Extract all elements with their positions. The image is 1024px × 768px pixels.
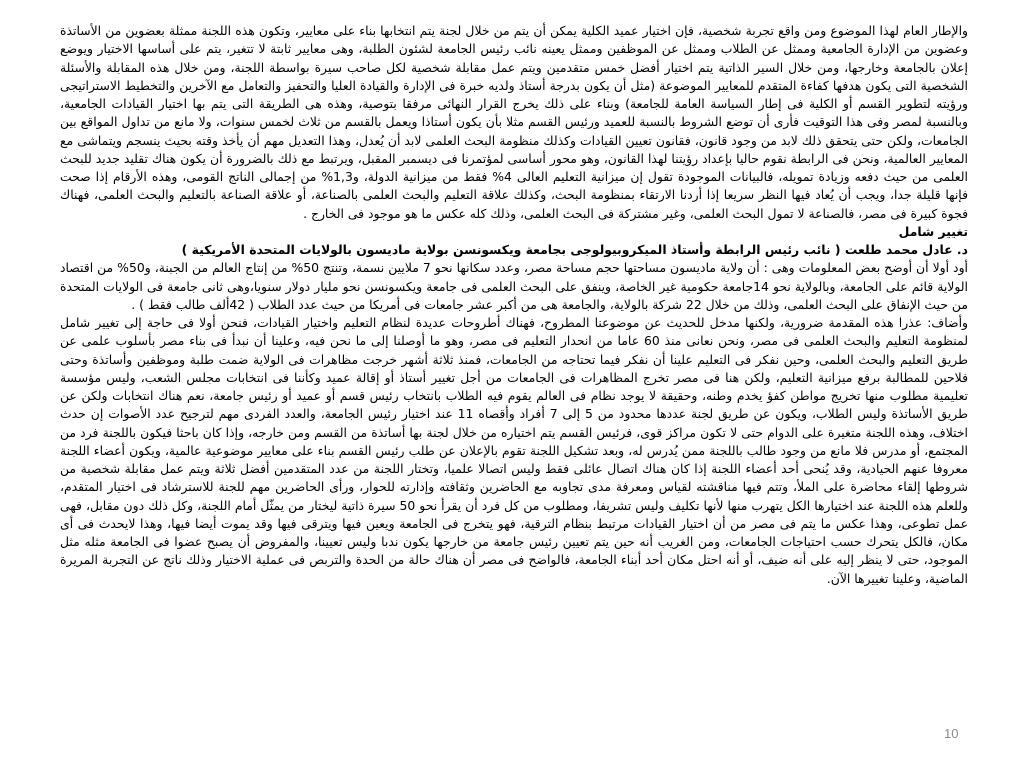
- article-body: [60, 22, 968, 588]
- paragraph-wisconsin: أود أولا أن أوضح بعض المعلومات وهى : أن ولاية ماديسون مساحتها حجم مساحة مصر، وعدد سكانها نحو 7 ملايين نسمة، وتنتج 50% من إنتاج العالم من الجبنة، و50% من اقتصاد الولاية قائم على الجامعة، وبالولاية نحو 14جامعة حكومية غير الخاصة، وينفق على البحث العلمى فى جامعة ويكسونسن نحو مليار دولار سنويا،وهى ثانى جامعة فى الولايات المتحدة من حيث الإنفاق على البحث العلمى، وذلك من خلال 22 شركة بالولاية، والجامعة هى من أكبر عشر جامعات فى أمريكا من حيث عدد الطلاب ( 42ألف طالب فقط ) .: [60, 260, 969, 312]
- page-number: 10: [944, 726, 959, 741]
- paragraph-intro: والإطار العام لهذا الموضوع ومن واقع تجربة شخصية، فإن اختيار عميد الكلية يمكن أن يتم من خلال لجنة يتم انتخابها بناء على معايير، وتكون هذه اللجنة ممثلة بعضوين من الأساتذة وعضوين من الإدارة الجامعية وممثل عن الطلاب وممثل عن الموظفين وممثل يعينه نائب رئيس الجامعة لشئون الطلبة، وهى معايير ثابتة لا تتغير، يتم على أساسها الاختيار ويوضع إعلان بالجامعة وخارجها، ومن خلال السير الذاتية يتم اختيار أفضل خمس متقدمين ويتم عمل مقابلة شخصية لكل صاحب سيرة بواسطة اللجنة، ومن خلال هذه المقابلة والأسئلة الشخصية التى يكون هدفها كفاءة المتقدم للمعايير الموضوعة (مثل أن يكون بدرجة أستاذ ولديه خبرة فى الإدارة والقيادة العليا والتحفيز والتعامل مع الآخرين والتخطيط الاستراتيجى ورؤيته لتطوير القسم أو الكلية فى إطار السياسة العامة للجامعة) وبناء على ذلك يخرج القرار النهائى مرفقا بتوصية، وهذه هى الطريقة التى يتم بها اختيار القيادات الجامعية، وبالنسبة لمصر وفى هذا التوقيت فأرى أن توضع الشروط بالنسبة للعميد ورئيس القسم مثلا بأن يكون أستاذا ويعمل بالقسم من ثلاث لخمس سنوات، ولا مانع من تداول المواقع بين الجامعات، ولكن حتى يتحقق ذلك لابد من وجود قانون، فقانون تعيين القيادات وكذلك منظومة البحث العلمى لابد أن يُعدل، وهذا التعديل مهم أن يأخذ وقته بحيث ينسجم ويتماشى مع المعايير العالمية، ونحن فى الرابطة نقوم حاليا بإعداد رؤيتنا لهذا القانون، وهو محور أساسى لمؤتمرنا فى ديسمبر المقبل، ويرتبط مع ذلك بالضرورة أن يكون هناك تقليد جديد للبحث العلمى من حيث دفعه وزيادة تمويله، فالبيانات الموجودة تقول إن ميزانية التعليم العالى 4% فقط من ميزانية الدولة، و1,3% من إجمالى الناتج القومى، وهذه الأرقام إذا صحت فإنها قليلة جدا، ويجب أن يُعاد فيها النظر سريعا إذا أردنا الارتقاء بمنظومة البحث، وكذلك علاقة التعليم والبحث العلمى بالصناعة، أو علاقة الصناعة بالتعليم والبحث العلمى، فهناك فجوة كبيرة فى مصر، فالصناعة لا تمول البحث العلمى، وغير مشتركة فى البحث العلمى، وذلك كله عكس ما هو موجود فى الخارج .: [60, 23, 968, 221]
- subheading: تغيير شامل: [898, 223, 968, 239]
- speaker-line: د. عادل محمد طلعت ( نائب رئيس الرابطة وأستاذ الميكروبيولوجى بجامعة ويكسونسن بولاية ماديسون بالولايات المتحدة الأمريكية ): [181, 242, 968, 257]
- paragraph-added: وأضاف: عذرا هذه المقدمة ضرورية، ولكنها مدخل للحديث عن موضوعنا المطروح، فهناك أطروحات عديدة لنظام التعليم واختيار القيادات، فنحن أولا فى حاجة إلى تغيير شامل لمنظومة التعليم والبحث العلمى فى مصر، ونحن نعانى منذ 60 عاما من انحدار التعليم فى مصر، وهو ما أوصلنا إلى ما نحن فيه، وعلينا أن نبدأ فى بناء مصر بأسلوب علمى عن طريق التعليم والبحث العلمى، وحين نفكر فى التعليم علينا أن نفكر فيما تحتاجه من الجامعات، فمنذ ثلاثة أشهر خرجت مظاهرات فى الولاية ضمت طلبة وموظفين وأساتذة وحتى فلاحين للمطالبة برفع ميزانية التعليم، ولكن هنا فى مصر تخرج المظاهرات فى الجامعات من أجل تغيير أستاذ أو إقالة عميد وكأننا فى انتخابات مجلس الشعب، وليس مؤسسة تعليمية مطلوب منها تخريج مواطن كفؤ يخدم وطنه، وحقيقة لا يوجد نظام فى العالم يقوم فيه الطلاب بانتخاب رئيس قسم أو عميد أو رئيس جامعة، نعم هناك انتخابات ولكن عن طريق الأساتذة وليس الطلاب، ويكون عن طريق لجنة عددها محدود من 5 إلى 7 أفراد وأقصاه 11 عند اختيار رئيس الجامعة، والعدد الفردى مهم لترجيح عدد الأصوات إن حدث اختلاف، وهذه اللجنة متغيرة على الدوام حتى لا تكون مراكز قوى، فرئيس القسم يتم اختياره من خلال لجنة بها أساتذة من القسم ومن خارجه، وإذا كان باحثا فيكون باللجنة فرد من المجتمع، أو مدرس فلا مانع من وجود طالب باللجنة ممن يُدرس له، وبعد تشكيل اللجنة تقوم بالإعلان عن طلب رئيس القسم بناء على معايير موضوعية عالمية، ويكون أعضاء اللجنة معروفا عنهم الحيادية، وقد يُنحى أحد أعضاء اللجنة إذا كان هناك اتصال عائلى فقط وليس اتصالا علميا، وتختار اللجنة من عدد المتقدمين أفضل ثلاثة ويتم عمل مقابلة شخصية من شروطها إلقاء محاضرة على الملأ، وتتم فيها مناقشته لقياس ومعرفة مدى تجاوبه مع الحاضرين وثقافته وإدارته للحوار، ورأى الحاضرين مهم للجنة للاسترشاد فى اختيار المتقدم، وللعلم هذه اللجنة عند اختيارها الكل يتهرب منها لأنها تكليف وليس تشريفا، ومطلوب من كل فرد أن يقرأ نحو 50 سيرة ذاتية ليختار من يمثّل أمام اللجنة، وكل ذلك دون مقابل، فهى عمل تطوعى، وهذا عكس ما يتم فى مصر من أن اختيار القيادات مرتبط بنظام الترقية، فهو يتخرج فى الجامعة ويعين فيها ويترقى فيها وقد يموت أيضا فيها، وهذا لايحدث فى أى مكان، فالكل يتحرك حسب احتياجات الجامعات، ومن الغريب أنه حين يتم تعيين رئيس جامعة من خارجها يكون ندبا وليس تعيينا، والمفروض أن يصبح عضوا فى الجامعة مثله مثل الموجود، حتى لا ينظر إليه على أنه ضيف، أو أنه احتل مكان أحد أبناء الجامعة، فالواضح فى مصر أن هناك حالة من الحدة والتربص فى عملية الاختيار وذلك ناتج عن التجربة المريرة الماضية، وعلينا تغييرها الآن.: [60, 315, 969, 586]
